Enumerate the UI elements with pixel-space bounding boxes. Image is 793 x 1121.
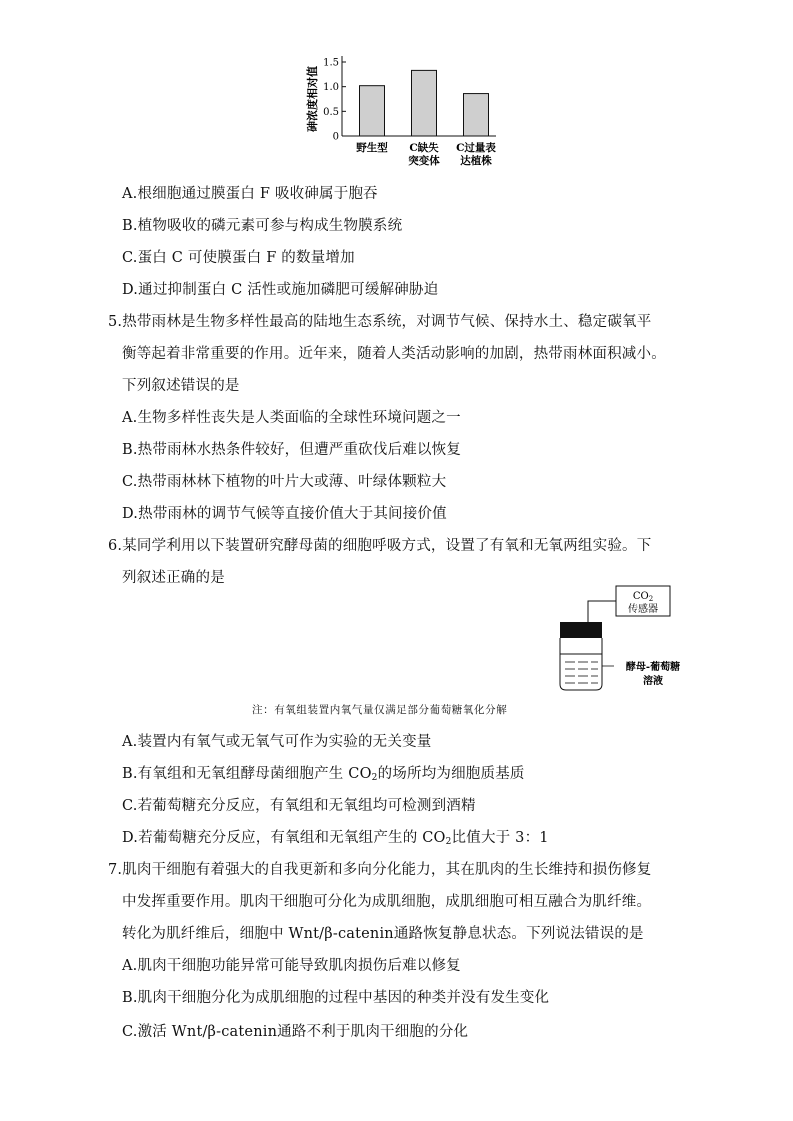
q5-option-b: B.热带雨林水热条件较好，但遭严重砍伐后难以恢复 — [122, 442, 462, 458]
y-tick-label: 0 — [332, 131, 339, 143]
bar-3 — [464, 94, 489, 136]
q7-stem-line-3: 转化为肌纤维后，细胞中 Wnt/β-catenin通路恢复静息状态。下列说法错误的是 — [122, 926, 644, 942]
q5-option-c: C.热带雨林林下植物的叶片大或薄、叶绿体颗粒大 — [122, 474, 447, 490]
x-category-label: C缺失 — [409, 142, 439, 154]
y-tick-label: 1.0 — [323, 82, 339, 94]
x-category-label: C过量表 — [456, 142, 496, 154]
bar-1 — [360, 86, 385, 136]
q4-option-a: A.根细胞通过膜蛋白 F 吸收砷属于胞吞 — [122, 186, 378, 202]
q5-stem-line-1: 5.热带雨林是生物多样性最高的陆地生态系统，对调节气候、保持水土、稳定碳氧平 — [108, 314, 652, 330]
q7-option-a: A.肌肉干细胞功能异常可能导致肌肉损伤后难以修复 — [122, 958, 461, 974]
flask — [560, 638, 602, 690]
q5-stem-line-3: 下列叙述错误的是 — [122, 378, 240, 394]
q7-option-c: C.激活 Wnt/β-catenin通路不利于肌肉干细胞的分化 — [122, 1024, 469, 1040]
q4-option-d: D.通过抑制蛋白 C 活性或施加磷肥可缓解砷胁迫 — [122, 282, 439, 298]
q5-stem-line-2: 衡等起着非常重要的作用。近年来，随着人类活动影响的加剧，热带雨林面积减小。 — [122, 346, 666, 362]
sensor-label-co2: $CO_2$ — [632, 591, 654, 603]
q6-option-b: B.有氧组和无氧组酵母菌细胞产生 $CO_2$的场所均为细胞质基质 — [122, 766, 525, 783]
q6-stem-line-2: 列叙述正确的是 — [122, 570, 225, 586]
arsenic-bar-chart — [296, 44, 506, 172]
stopper — [560, 622, 602, 638]
sensor-label-text: 传感器 — [628, 604, 658, 615]
q6-option-d: D.若葡萄糖充分反应，有氧组和无氧组产生的 $CO_2$比值大于 3：1 — [122, 830, 549, 847]
sensor-cable — [588, 601, 616, 622]
x-category-label: 野生型 — [356, 142, 388, 154]
q4-option-b: B.植物吸收的磷元素可参与构成生物膜系统 — [122, 218, 403, 234]
solution-label-2: 溶液 — [643, 676, 663, 687]
q6-option-a: A.装置内有氧气或无氧气可作为实验的无关变量 — [122, 734, 432, 750]
y-tick-label: 0.5 — [323, 106, 339, 118]
q5-option-d: D.热带雨林的调节气候等直接价值大于其间接价值 — [122, 506, 447, 522]
q4-option-c: C.蛋白 C 可使膜蛋白 F 的数量增加 — [122, 250, 355, 266]
q6-option-c: C.若葡萄糖充分反应，有氧组和无氧组均可检测到酒精 — [122, 798, 476, 814]
q7-option-b: B.肌肉干细胞分化为成肌细胞的过程中基因的种类并没有发生变化 — [122, 990, 550, 1006]
bar-2 — [412, 70, 437, 136]
q7-stem-line-1: 7.肌肉干细胞有着强大的自我更新和多向分化能力，其在肌肉的生长维持和损伤修复 — [108, 862, 652, 878]
yeast-apparatus-diagram — [548, 580, 708, 695]
y-axis-label: 砷浓度相对值 — [306, 66, 319, 132]
q7-stem-line-2: 中发挥重要作用。肌肉干细胞可分化为成肌细胞，成肌细胞可相互融合为肌纤维。 — [122, 894, 652, 910]
solution-label-1: 酵母-葡萄糖 — [625, 662, 681, 673]
q6-note: 注：有氧组装置内氧气量仅满足部分葡萄糖氧化分解 — [252, 704, 508, 716]
x-category-label: 达植株 — [460, 155, 492, 167]
q5-option-a: A.生物多样性丧失是人类面临的全球性环境问题之一 — [122, 410, 461, 426]
x-category-label: 突变体 — [408, 155, 440, 167]
q6-stem-line-1: 6.某同学利用以下装置研究酵母菌的细胞呼吸方式，设置了有氧和无氧两组实验。下 — [108, 538, 652, 554]
y-tick-label: 1.5 — [323, 57, 339, 69]
